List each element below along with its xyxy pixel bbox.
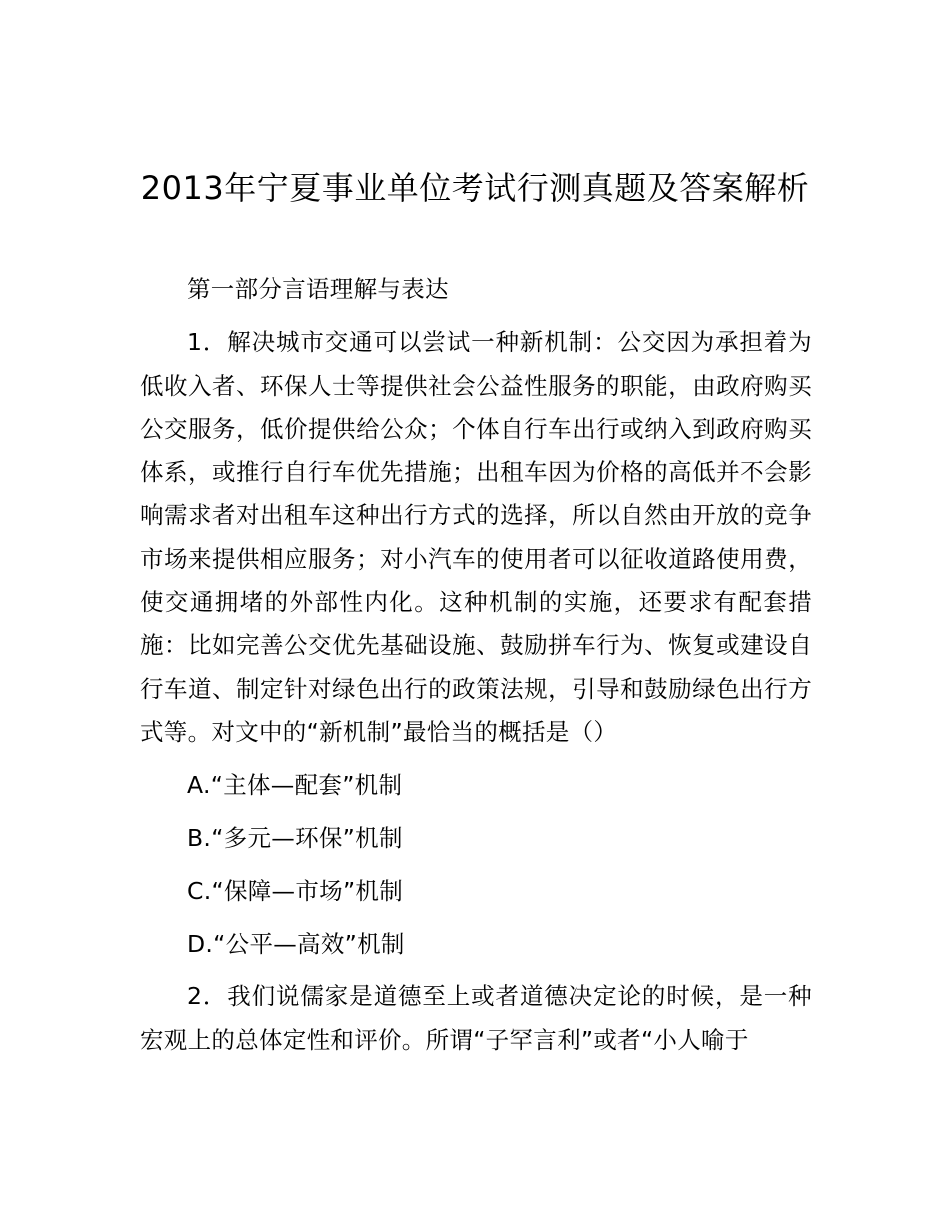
option-c: C.“保障—市场”机制 (187, 876, 404, 905)
section-heading: 第一部分言语理解与表达 (187, 275, 449, 303)
option-d: D.“公平—高效”机制 (187, 929, 405, 958)
question-1-stem: 1．解决城市交通可以尝试一种新机制：公交因为承担着为低收入者、环保人士等提供社会公益性服务的职能，由政府购买公交服务，低价提供给公众；个体自行车出行或纳入到政府购买体系，或推行自行车优先措施；出租车因为价格的高低并不会影响需求者对出租车这种出行方式的选择，所以自然由开放的竞争市场来提供相应服务；对小汽车的使用者可以征收道路使用费，使交通拥堵的外部性内化。这种机制的实施，还要求有配套措施：比如完善公交优先基础设施、鼓励拼车行为、恢复或建设自行车道、制定针对绿色出行的政策法规，引导和鼓励绿色出行方式等。对文中的“新机制”最恰当的概括是（） (140, 328, 812, 746)
question-1-options (140, 764, 812, 966)
document-body (140, 268, 812, 1062)
document-title: 2013年宁夏事业单位考试行测真题及答案解析 (140, 169, 810, 207)
question-2-stem: 2．我们说儒家是道德至上或者道德决定论的时候，是一种宏观上的总体定性和评价。所谓“子罕言利”或者“小人喻于 (140, 982, 812, 1054)
option-a: A.“主体—配套”机制 (187, 771, 403, 800)
option-b: B.“多元—环保”机制 (187, 824, 403, 853)
